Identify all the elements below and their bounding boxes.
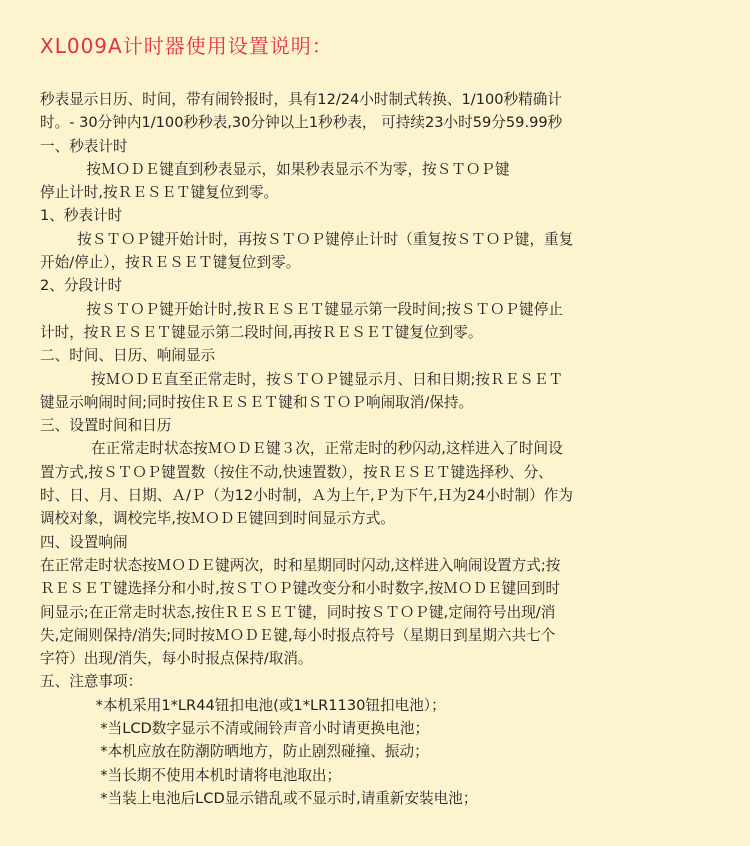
text-line: 秒表显示日历、时间，带有闹铃报时，具有12/24小时制式转换、1/100秒精确计 xyxy=(40,91,562,108)
text-line: 调校对象，调校完毕,按ＭＯＤＥ键回到时间显示方式。 xyxy=(40,510,395,528)
instructions-body xyxy=(40,88,720,810)
note-item: *本机采用1*LR44钮扣电池(或1*LR1130钮扣电池）； xyxy=(40,696,446,714)
text-line: 时。- 30分钟内1/100秒秒表,30分钟以上1秒秒表， 可持续23小时59分59.99秒 xyxy=(40,114,563,132)
text-line: 时、日、月、日期、Ａ/Ｐ（为12小时制，Ａ为上午,Ｐ为下午,Ｈ为24小时制）作为 xyxy=(40,487,573,505)
text-line: 按ＳＴＯＰ键开始计时,按ＲＥＳＥＴ键显示第一段时间;按ＳＴＯＰ键停止 xyxy=(40,300,563,318)
note-item: *当长期不使用本机时请将电池取出； xyxy=(40,766,342,784)
text-line: 在正常走时状态按ＭＯＤＥ键两次，时和星期同时闪动,这样进入响闹设置方式;按 xyxy=(40,556,561,574)
text-line: 开始/停止），按ＲＥＳＥＴ键复位到零。 xyxy=(40,254,301,272)
text-line: 失,定闹则保持/消失;同时按ＭＯＤＥ键,每小时报点符号（星期日到星期六共七个 xyxy=(40,626,556,644)
note-item: *本机应放在防潮防晒地方，防止剧烈碰撞、振动； xyxy=(40,743,429,761)
text-line: ＲＥＳＥＴ键选择分和小时,按ＳＴＯＰ键改变分和小时数字,按ＭＯＤＥ键回到时 xyxy=(40,580,561,598)
note-item: *当LCD数字显示不清或闹铃声音小时请更换电池； xyxy=(40,720,430,738)
subsection-heading: 2、分段计时 xyxy=(40,277,123,295)
text-line: 置方式,按ＳＴＯＰ键置数（按住不动,快速置数），按ＲＥＳＥＴ键选择秒、分、 xyxy=(40,463,553,481)
text-line: 停止计时,按ＲＥＳＥＴ键复位到零。 xyxy=(40,184,279,202)
text-line: 间显示;在正常走时状态,按住ＲＥＳＥＴ键，同时按ＳＴＯＰ键,定闹符号出现/消 xyxy=(40,603,556,621)
text-line: 按ＳＴＯＰ键开始计时，再按ＳＴＯＰ键停止计时（重复按ＳＴＯＰ键，重复 xyxy=(40,230,574,248)
section-heading: 三、设置时间和日历 xyxy=(40,417,172,435)
document-title: XL009A计时器使用设置说明： xyxy=(40,34,333,58)
subsection-heading: 1、秒表计时 xyxy=(40,207,123,225)
section-heading: 一、秒表计时 xyxy=(40,137,128,155)
text-line: 在正常走时状态按ＭＯＤＥ键３次，正常走时的秒闪动,这样进入了时间设 xyxy=(40,440,563,458)
note-item: *当装上电池后LCD显示错乱或不显示时,请重新安装电池； xyxy=(40,789,478,807)
text-line: 键显示响闹时间;同时按住ＲＥＳＥＴ键和ＳＴＯＰ响闹取消/保持。 xyxy=(40,393,474,411)
section-heading: 五、注意事项： xyxy=(40,673,143,691)
text-line: 字符）出现/消失，每小时报点保持/取消。 xyxy=(40,650,313,668)
section-heading: 四、设置响闹 xyxy=(40,533,128,551)
section-heading: 二、时间、日历、响闹显示 xyxy=(40,347,216,365)
text-line: 按ＭＯＤＥ直至正常走时，按ＳＴＯＰ键显示月、日和日期;按ＲＥＳＥＴ xyxy=(40,370,563,388)
text-line: 计时，按ＲＥＳＥＴ键显示第二段时间,再按ＲＥＳＥＴ键复位到零。 xyxy=(40,323,483,341)
text-line: 按ＭＯＤＥ键直到秒表显示，如果秒表显示不为零，按ＳＴＯＰ键 xyxy=(40,160,510,178)
